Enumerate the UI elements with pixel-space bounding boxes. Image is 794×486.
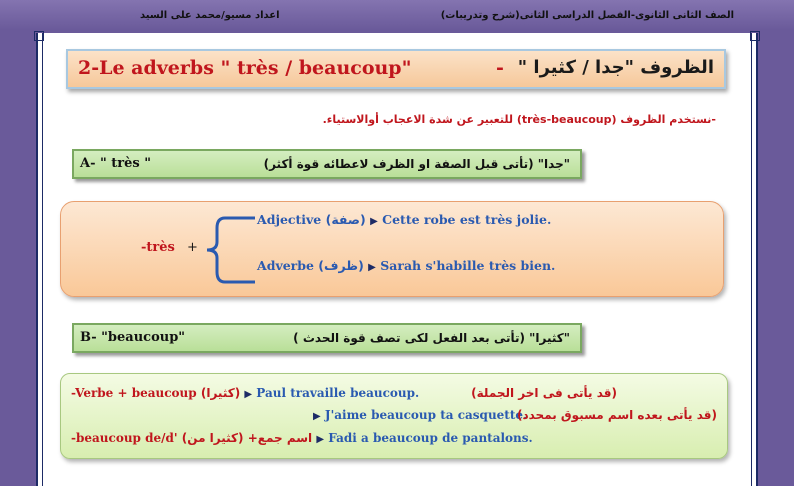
option-type-arabic: (ظرف): [318, 258, 364, 273]
rule-text: -beaucoup de/d': [71, 431, 178, 445]
tres-option-adverbe: [257, 258, 555, 273]
rule-arabic: (كثيرا): [200, 386, 241, 400]
rule-arabic: (كثيرا من): [181, 431, 244, 445]
document-page: [36, 33, 758, 486]
rule-note: اسم جمع+: [247, 431, 313, 445]
option-example: Cette robe est très jolie.: [382, 212, 552, 227]
section-a-arabic: "جدا" (تأتى قبل الصفة او الظرف لاعطائه قوة أكثر): [263, 157, 570, 171]
beaucoup-note-1: (قد يأتى فى اخر الجملة): [471, 386, 617, 400]
section-b-english: B- "beaucoup": [80, 330, 186, 345]
corner-mark: [750, 31, 760, 41]
beaucoup-note-2: (قد يأتى بعده اسم مسبوق بمحدد): [516, 408, 717, 422]
arrow-right-icon: ▶: [316, 434, 325, 445]
section-b-arabic: "كثيرا" (تأتى بعد الفعل لكى تصف قوة الحدث ): [293, 331, 570, 345]
intro-text: -نستخدم الظروف (très-beaucoup) للتعبير عن شدة الاعجاب أوالاستياء.: [322, 113, 716, 126]
beaucoup-line-1: [71, 386, 419, 400]
rule-text: -Verbe + beaucoup: [71, 386, 197, 400]
lesson-title-box: [66, 49, 726, 89]
beaucoup-line-2: [313, 408, 527, 422]
header-course-title: الصف الثانى الثانوى-الفصل الدراسى الثانى(شرح وتدريبات): [440, 10, 734, 21]
beaucoup-line-3: [71, 431, 533, 445]
plus-sign: +: [187, 240, 198, 255]
arrow-right-icon: ▶: [313, 411, 321, 422]
top-bar: [0, 0, 794, 30]
title-arabic: الظروف "جدا / كثيرا ": [517, 57, 714, 78]
tres-option-adjective: [257, 212, 551, 227]
header-author: اعداد مسيو/محمد على السيد: [140, 10, 280, 21]
section-a-heading: [72, 149, 582, 179]
beaucoup-rule-box: [60, 373, 728, 459]
arrow-right-icon: ▶: [370, 216, 378, 227]
option-example: Sarah s'habille très bien.: [380, 258, 556, 273]
title-english: 2-Le adverbs " très / beaucoup": [78, 57, 412, 79]
option-type-arabic: (صفة): [325, 212, 366, 227]
example-text: Fadi a beaucoup de pantalons.: [328, 431, 533, 445]
tres-rule-box: [60, 201, 724, 297]
arrow-right-icon: ▶: [368, 262, 376, 273]
example-text: J'aime beaucoup ta casquette.: [324, 408, 528, 422]
corner-mark: [34, 31, 44, 41]
section-b-heading: [72, 323, 582, 353]
option-type-english: Adverbe: [257, 258, 314, 273]
brace-icon: [201, 212, 257, 288]
arrow-right-icon: ▶: [244, 389, 253, 400]
tres-label: -très: [141, 240, 175, 255]
title-dash: -: [496, 57, 504, 79]
section-a-english: A- " très ": [80, 156, 152, 171]
option-type-english: Adjective: [257, 212, 322, 227]
example-text: Paul travaille beaucoup.: [256, 386, 420, 400]
